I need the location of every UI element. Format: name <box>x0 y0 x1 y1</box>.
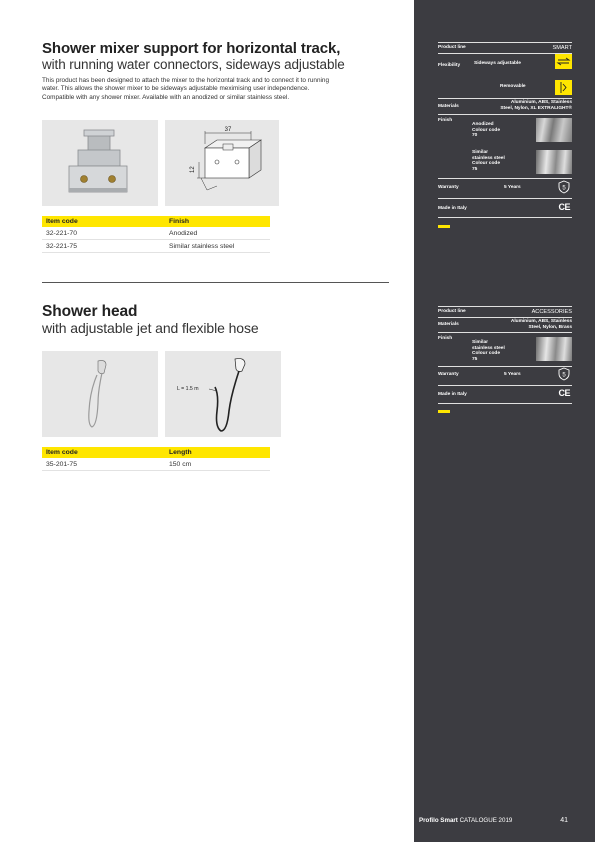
arrows-left-right-icon <box>555 54 572 69</box>
svg-text:5: 5 <box>562 185 566 192</box>
table-row: 32-221-70 Anodized <box>42 227 270 240</box>
table-row: 35-201-75 150 cm <box>42 458 270 471</box>
ce-mark-icon: CE <box>558 202 570 212</box>
finish-swatch-stainless <box>536 150 572 174</box>
table-row: 32-221-75 Similar stainless steel <box>42 240 270 253</box>
item-table-mixer-support <box>42 216 270 253</box>
spec-card-mixer-support: Product line SMART Flexibility Sideways adjustable Removable Materials Aluminium, ABS, Stainless Steel, Nylon, XL EXTRALIGHT® Finish Anodized Colour code 70 Similar stainless steel Colour code 75 Warranty 5 Years 5 Made in Italy CE <box>438 42 572 232</box>
product-section-mixer-support <box>42 40 397 102</box>
spec-card-shower-head: Product line ACCESSORIES Materials Aluminium, ABS, Stainless Steel, Nylon, Brass Finish Similar stainless steel Colour code 75 Warranty 5 Years 5 Made in Italy CE <box>438 306 572 416</box>
product-title: Shower mixer support for horizontal track, <box>42 40 341 57</box>
shower-head-photo <box>42 351 158 437</box>
shower-head-drawing <box>165 351 281 437</box>
section-divider <box>42 282 389 283</box>
hose-length-label: L = 1.5 m <box>177 386 199 392</box>
dim-height-label: 12 <box>190 166 196 173</box>
catalogue-footer: Profilo Smart CATALOGUE 2019 <box>419 817 513 824</box>
table-header: Item code Finish <box>42 216 270 227</box>
product-description: This product has been designed to attach the mixer to the horizontal track and to connect it to running water. This allows the shower mixer to be sideways adjustable meximising user independence. Compatible with any shower mixer. Available with an anodized or similar stainless steel. <box>42 77 330 101</box>
spec-sidebar <box>414 0 595 842</box>
dim-width-label: 37 <box>224 127 232 133</box>
warranty-shield-icon <box>558 367 570 383</box>
warranty-shield-icon <box>558 180 570 196</box>
technical-drawing <box>165 120 279 206</box>
product-title: Shower head <box>42 303 138 320</box>
page-number: 41 <box>560 817 568 824</box>
item-table-shower-head <box>42 447 270 471</box>
product-subtitle: with running water connectors, sideways adjustable <box>42 57 345 72</box>
svg-text:5: 5 <box>562 372 566 379</box>
product-subtitle: with adjustable jet and flexible hose <box>42 320 259 336</box>
finish-swatch-anodized <box>536 118 572 142</box>
product-section-shower-head <box>42 303 259 336</box>
ce-mark-icon: CE <box>558 388 570 398</box>
finish-swatch-stainless <box>536 337 572 361</box>
removable-bracket-icon <box>555 80 572 95</box>
table-header: Item code Length <box>42 447 270 458</box>
mixer-support-photo <box>42 120 158 206</box>
accent-bar <box>438 225 450 228</box>
accent-bar <box>438 410 450 413</box>
